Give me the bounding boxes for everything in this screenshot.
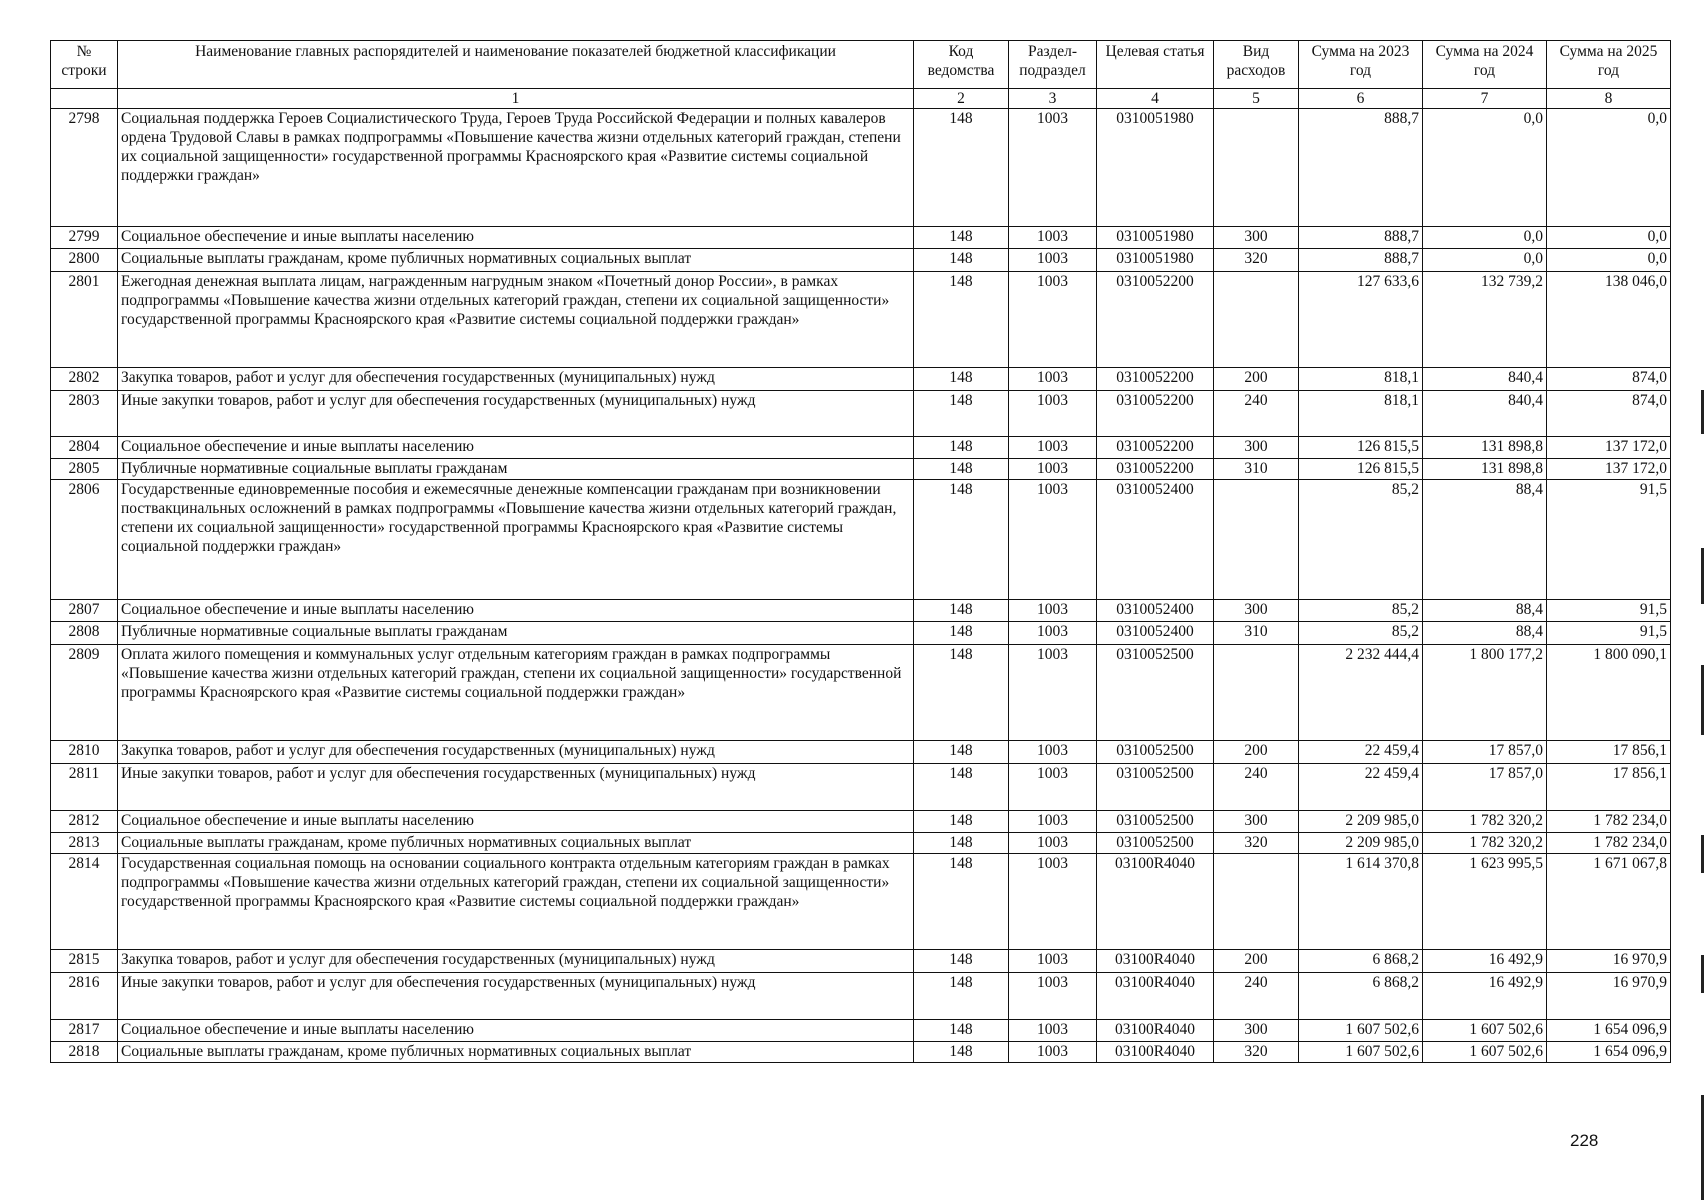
row-dept-code: 148	[914, 437, 1009, 459]
row-dept-code: 148	[914, 741, 1009, 764]
row-section: 1003	[1009, 741, 1097, 764]
row-number: 2813	[51, 833, 118, 854]
row-sum-2024: 17 857,0	[1423, 741, 1547, 764]
header-sum-2023: Сумма на 2023 год	[1299, 41, 1423, 89]
row-name: Социальные выплаты гражданам, кроме публичных нормативных социальных выплат	[118, 1042, 914, 1063]
header-target: Целевая статья	[1097, 41, 1214, 89]
row-sum-2024: 88,4	[1423, 600, 1547, 622]
header-sum-2025: Сумма на 2025 год	[1547, 41, 1671, 89]
row-expense-type: 300	[1214, 227, 1299, 249]
table-row	[51, 973, 1671, 1020]
row-dept-code: 148	[914, 109, 1009, 227]
row-dept-code: 148	[914, 227, 1009, 249]
row-number: 2811	[51, 764, 118, 811]
row-expense-type: 300	[1214, 600, 1299, 622]
column-number: 7	[1423, 89, 1547, 109]
row-number: 2808	[51, 622, 118, 645]
row-name: Иные закупки товаров, работ и услуг для обеспечения государственных (муниципальных) нужд	[118, 973, 914, 1020]
row-section: 1003	[1009, 272, 1097, 368]
row-dept-code: 148	[914, 391, 1009, 437]
row-sum-2024: 840,4	[1423, 368, 1547, 391]
row-sum-2025: 1 800 090,1	[1547, 645, 1671, 741]
table-row	[51, 459, 1671, 480]
row-name: Социальное обеспечение и иные выплаты населению	[118, 811, 914, 833]
row-number: 2814	[51, 854, 118, 950]
header-dept-code: Код ведомства	[914, 41, 1009, 89]
row-number: 2817	[51, 1020, 118, 1042]
row-number: 2799	[51, 227, 118, 249]
row-expense-type	[1214, 272, 1299, 368]
column-number-row	[51, 89, 1671, 109]
row-sum-2023: 818,1	[1299, 368, 1423, 391]
row-target: 0310052400	[1097, 600, 1214, 622]
row-sum-2023: 888,7	[1299, 109, 1423, 227]
row-target: 0310052200	[1097, 272, 1214, 368]
row-sum-2024: 0,0	[1423, 227, 1547, 249]
row-section: 1003	[1009, 833, 1097, 854]
row-number: 2807	[51, 600, 118, 622]
row-sum-2025: 1 782 234,0	[1547, 811, 1671, 833]
row-sum-2023: 6 868,2	[1299, 973, 1423, 1020]
row-number: 2816	[51, 973, 118, 1020]
row-sum-2023: 85,2	[1299, 480, 1423, 600]
table-row	[51, 272, 1671, 368]
row-dept-code: 148	[914, 811, 1009, 833]
row-dept-code: 148	[914, 854, 1009, 950]
row-sum-2025: 0,0	[1547, 249, 1671, 272]
table-body	[51, 109, 1671, 1063]
row-section: 1003	[1009, 1042, 1097, 1063]
table-row	[51, 622, 1671, 645]
row-target: 03100R4040	[1097, 950, 1214, 973]
row-sum-2025: 0,0	[1547, 109, 1671, 227]
table-row	[51, 1020, 1671, 1042]
row-sum-2024: 840,4	[1423, 391, 1547, 437]
row-sum-2024: 16 492,9	[1423, 950, 1547, 973]
row-expense-type: 240	[1214, 764, 1299, 811]
row-name: Публичные нормативные социальные выплаты гражданам	[118, 622, 914, 645]
row-sum-2023: 2 209 985,0	[1299, 811, 1423, 833]
column-number: 6	[1299, 89, 1423, 109]
table-row	[51, 811, 1671, 833]
row-dept-code: 148	[914, 1042, 1009, 1063]
row-name: Закупка товаров, работ и услуг для обеспечения государственных (муниципальных) нужд	[118, 368, 914, 391]
row-sum-2024: 16 492,9	[1423, 973, 1547, 1020]
row-number: 2804	[51, 437, 118, 459]
row-number: 2818	[51, 1042, 118, 1063]
row-target: 0310052500	[1097, 764, 1214, 811]
table-row	[51, 741, 1671, 764]
row-expense-type: 310	[1214, 459, 1299, 480]
row-expense-type	[1214, 854, 1299, 950]
row-sum-2024: 131 898,8	[1423, 437, 1547, 459]
row-target: 0310052200	[1097, 391, 1214, 437]
row-sum-2023: 1 607 502,6	[1299, 1042, 1423, 1063]
row-number: 2801	[51, 272, 118, 368]
row-expense-type: 320	[1214, 249, 1299, 272]
row-section: 1003	[1009, 368, 1097, 391]
table-row	[51, 437, 1671, 459]
row-expense-type	[1214, 109, 1299, 227]
row-section: 1003	[1009, 227, 1097, 249]
row-name: Социальное обеспечение и иные выплаты населению	[118, 600, 914, 622]
row-expense-type: 320	[1214, 833, 1299, 854]
row-target: 03100R4040	[1097, 854, 1214, 950]
row-expense-type: 240	[1214, 973, 1299, 1020]
row-sum-2024: 1 800 177,2	[1423, 645, 1547, 741]
row-target: 0310052500	[1097, 741, 1214, 764]
row-sum-2023: 1 614 370,8	[1299, 854, 1423, 950]
row-sum-2023: 1 607 502,6	[1299, 1020, 1423, 1042]
row-sum-2023: 22 459,4	[1299, 764, 1423, 811]
header-row	[51, 41, 1671, 89]
row-target: 03100R4040	[1097, 973, 1214, 1020]
row-expense-type: 320	[1214, 1042, 1299, 1063]
row-name: Социальная поддержка Героев Социалистического Труда, Героев Труда Российской Федерации и полных кавалеров ордена Трудовой Славы в рамках подпрограммы «Повышение качества жизни отдельных категорий граждан, степени их социальной защищенности» государственной программы Красноярского края «Развитие системы социальной поддержки граждан»	[118, 109, 914, 227]
row-sum-2025: 17 856,1	[1547, 741, 1671, 764]
row-sum-2024: 131 898,8	[1423, 459, 1547, 480]
row-sum-2024: 88,4	[1423, 480, 1547, 600]
row-sum-2024: 1 623 995,5	[1423, 854, 1547, 950]
row-target: 0310051980	[1097, 109, 1214, 227]
row-number: 2802	[51, 368, 118, 391]
row-sum-2023: 126 815,5	[1299, 437, 1423, 459]
row-target: 0310052200	[1097, 437, 1214, 459]
row-dept-code: 148	[914, 272, 1009, 368]
row-number: 2805	[51, 459, 118, 480]
column-number: 8	[1547, 89, 1671, 109]
row-sum-2024: 1 782 320,2	[1423, 811, 1547, 833]
row-expense-type: 310	[1214, 622, 1299, 645]
table-row	[51, 391, 1671, 437]
row-target: 0310051980	[1097, 249, 1214, 272]
table-row	[51, 600, 1671, 622]
row-sum-2024: 88,4	[1423, 622, 1547, 645]
header-section: Раздел-подраздел	[1009, 41, 1097, 89]
row-sum-2024: 1 607 502,6	[1423, 1020, 1547, 1042]
row-sum-2025: 91,5	[1547, 600, 1671, 622]
row-section: 1003	[1009, 854, 1097, 950]
row-section: 1003	[1009, 764, 1097, 811]
row-number: 2810	[51, 741, 118, 764]
row-number: 2798	[51, 109, 118, 227]
row-dept-code: 148	[914, 645, 1009, 741]
row-expense-type	[1214, 480, 1299, 600]
row-target: 0310052500	[1097, 811, 1214, 833]
row-name: Закупка товаров, работ и услуг для обеспечения государственных (муниципальных) нужд	[118, 950, 914, 973]
row-sum-2023: 85,2	[1299, 600, 1423, 622]
row-expense-type: 200	[1214, 950, 1299, 973]
column-number: 1	[118, 89, 914, 109]
row-name: Социальные выплаты гражданам, кроме публичных нормативных социальных выплат	[118, 249, 914, 272]
row-sum-2025: 17 856,1	[1547, 764, 1671, 811]
row-sum-2024: 0,0	[1423, 249, 1547, 272]
row-target: 0310052200	[1097, 368, 1214, 391]
row-dept-code: 148	[914, 950, 1009, 973]
row-sum-2023: 85,2	[1299, 622, 1423, 645]
row-sum-2023: 818,1	[1299, 391, 1423, 437]
row-expense-type: 300	[1214, 437, 1299, 459]
header-expense-type: Вид расходов	[1214, 41, 1299, 89]
row-name: Ежегодная денежная выплата лицам, награжденным нагрудным знаком «Почетный донор России», в рамках подпрограммы «Повышение качества жизни отдельных категорий граждан, степени их социальной защищенности» государственной программы Красноярского края «Развитие системы социальной поддержки граждан»	[118, 272, 914, 368]
table-row	[51, 227, 1671, 249]
row-sum-2024: 1 607 502,6	[1423, 1042, 1547, 1063]
row-expense-type: 200	[1214, 368, 1299, 391]
row-sum-2023: 127 633,6	[1299, 272, 1423, 368]
row-section: 1003	[1009, 950, 1097, 973]
row-sum-2025: 874,0	[1547, 368, 1671, 391]
row-sum-2025: 1 782 234,0	[1547, 833, 1671, 854]
row-sum-2023: 6 868,2	[1299, 950, 1423, 973]
row-sum-2025: 16 970,9	[1547, 973, 1671, 1020]
row-dept-code: 148	[914, 249, 1009, 272]
row-target: 0310052500	[1097, 833, 1214, 854]
table-row	[51, 368, 1671, 391]
column-number: 3	[1009, 89, 1097, 109]
table-row	[51, 1042, 1671, 1063]
row-target: 0310052400	[1097, 622, 1214, 645]
row-dept-code: 148	[914, 973, 1009, 1020]
row-sum-2025: 1 671 067,8	[1547, 854, 1671, 950]
row-sum-2023: 888,7	[1299, 227, 1423, 249]
row-target: 0310052400	[1097, 480, 1214, 600]
budget-table	[50, 40, 1671, 1063]
table-row	[51, 833, 1671, 854]
row-dept-code: 148	[914, 480, 1009, 600]
row-sum-2024: 132 739,2	[1423, 272, 1547, 368]
row-sum-2024: 17 857,0	[1423, 764, 1547, 811]
row-expense-type: 300	[1214, 1020, 1299, 1042]
row-sum-2023: 126 815,5	[1299, 459, 1423, 480]
row-name: Оплата жилого помещения и коммунальных услуг отдельным категориям граждан в рамках подпрограммы «Повышение качества жизни отдельных категорий граждан, степени их социальной защищенности» государственной программы Красноярского края «Развитие системы социальной поддержки граждан»	[118, 645, 914, 741]
row-expense-type	[1214, 645, 1299, 741]
row-expense-type: 200	[1214, 741, 1299, 764]
row-sum-2025: 91,5	[1547, 622, 1671, 645]
row-sum-2025: 138 046,0	[1547, 272, 1671, 368]
row-sum-2023: 888,7	[1299, 249, 1423, 272]
header-sum-2024: Сумма на 2024 год	[1423, 41, 1547, 89]
row-sum-2025: 16 970,9	[1547, 950, 1671, 973]
row-name: Государственные единовременные пособия и ежемесячные денежные компенсации гражданам при возникновении поствакцинальных осложнений в рамках подпрограммы «Повышение качества жизни отдельных категорий граждан, степени их социальной защищенности» государственной программы Красноярского края «Развитие системы социальной поддержки граждан»	[118, 480, 914, 600]
row-section: 1003	[1009, 480, 1097, 600]
row-section: 1003	[1009, 459, 1097, 480]
row-section: 1003	[1009, 600, 1097, 622]
row-number: 2812	[51, 811, 118, 833]
column-number: 4	[1097, 89, 1214, 109]
table-row	[51, 249, 1671, 272]
row-sum-2025: 137 172,0	[1547, 459, 1671, 480]
header-name: Наименование главных распорядителей и наименование показателей бюджетной классификации	[118, 41, 914, 89]
table-row	[51, 950, 1671, 973]
row-target: 03100R4040	[1097, 1042, 1214, 1063]
row-sum-2024: 1 782 320,2	[1423, 833, 1547, 854]
row-number: 2809	[51, 645, 118, 741]
column-number-blank	[51, 89, 118, 109]
row-number: 2806	[51, 480, 118, 600]
row-name: Иные закупки товаров, работ и услуг для обеспечения государственных (муниципальных) нужд	[118, 764, 914, 811]
row-number: 2800	[51, 249, 118, 272]
row-section: 1003	[1009, 1020, 1097, 1042]
row-expense-type: 300	[1214, 811, 1299, 833]
row-sum-2023: 2 232 444,4	[1299, 645, 1423, 741]
row-dept-code: 148	[914, 764, 1009, 811]
row-dept-code: 148	[914, 1020, 1009, 1042]
row-name: Социальное обеспечение и иные выплаты населению	[118, 1020, 914, 1042]
row-section: 1003	[1009, 973, 1097, 1020]
row-dept-code: 148	[914, 368, 1009, 391]
table-row	[51, 764, 1671, 811]
row-target: 0310051980	[1097, 227, 1214, 249]
row-target: 03100R4040	[1097, 1020, 1214, 1042]
row-dept-code: 148	[914, 600, 1009, 622]
column-number: 2	[914, 89, 1009, 109]
row-dept-code: 148	[914, 459, 1009, 480]
row-section: 1003	[1009, 249, 1097, 272]
row-sum-2025: 1 654 096,9	[1547, 1020, 1671, 1042]
row-name: Государственная социальная помощь на основании социального контракта отдельным категориям граждан в рамках подпрограммы «Повышение качества жизни отдельных категорий граждан, степени их социальной защищенности» государственной программы Красноярского края «Развитие системы социальной поддержки граждан»	[118, 854, 914, 950]
row-number: 2803	[51, 391, 118, 437]
row-sum-2024: 0,0	[1423, 109, 1547, 227]
row-name: Публичные нормативные социальные выплаты гражданам	[118, 459, 914, 480]
row-expense-type: 240	[1214, 391, 1299, 437]
row-name: Социальные выплаты гражданам, кроме публичных нормативных социальных выплат	[118, 833, 914, 854]
header-row-no: № строки	[51, 41, 118, 89]
row-section: 1003	[1009, 437, 1097, 459]
table-row	[51, 645, 1671, 741]
column-number: 5	[1214, 89, 1299, 109]
table-row	[51, 109, 1671, 227]
row-name: Закупка товаров, работ и услуг для обеспечения государственных (муниципальных) нужд	[118, 741, 914, 764]
row-sum-2025: 0,0	[1547, 227, 1671, 249]
table-row	[51, 854, 1671, 950]
row-name: Социальное обеспечение и иные выплаты населению	[118, 437, 914, 459]
page-number: 228	[1570, 1131, 1599, 1150]
row-sum-2025: 874,0	[1547, 391, 1671, 437]
row-number: 2815	[51, 950, 118, 973]
row-sum-2025: 1 654 096,9	[1547, 1042, 1671, 1063]
row-section: 1003	[1009, 391, 1097, 437]
row-section: 1003	[1009, 622, 1097, 645]
row-name: Социальное обеспечение и иные выплаты населению	[118, 227, 914, 249]
row-target: 0310052200	[1097, 459, 1214, 480]
row-section: 1003	[1009, 645, 1097, 741]
row-sum-2023: 2 209 985,0	[1299, 833, 1423, 854]
row-name: Иные закупки товаров, работ и услуг для обеспечения государственных (муниципальных) нужд	[118, 391, 914, 437]
row-section: 1003	[1009, 811, 1097, 833]
table-row	[51, 480, 1671, 600]
row-sum-2023: 22 459,4	[1299, 741, 1423, 764]
row-dept-code: 148	[914, 622, 1009, 645]
row-target: 0310052500	[1097, 645, 1214, 741]
row-section: 1003	[1009, 109, 1097, 227]
row-dept-code: 148	[914, 833, 1009, 854]
row-sum-2025: 137 172,0	[1547, 437, 1671, 459]
row-sum-2025: 91,5	[1547, 480, 1671, 600]
